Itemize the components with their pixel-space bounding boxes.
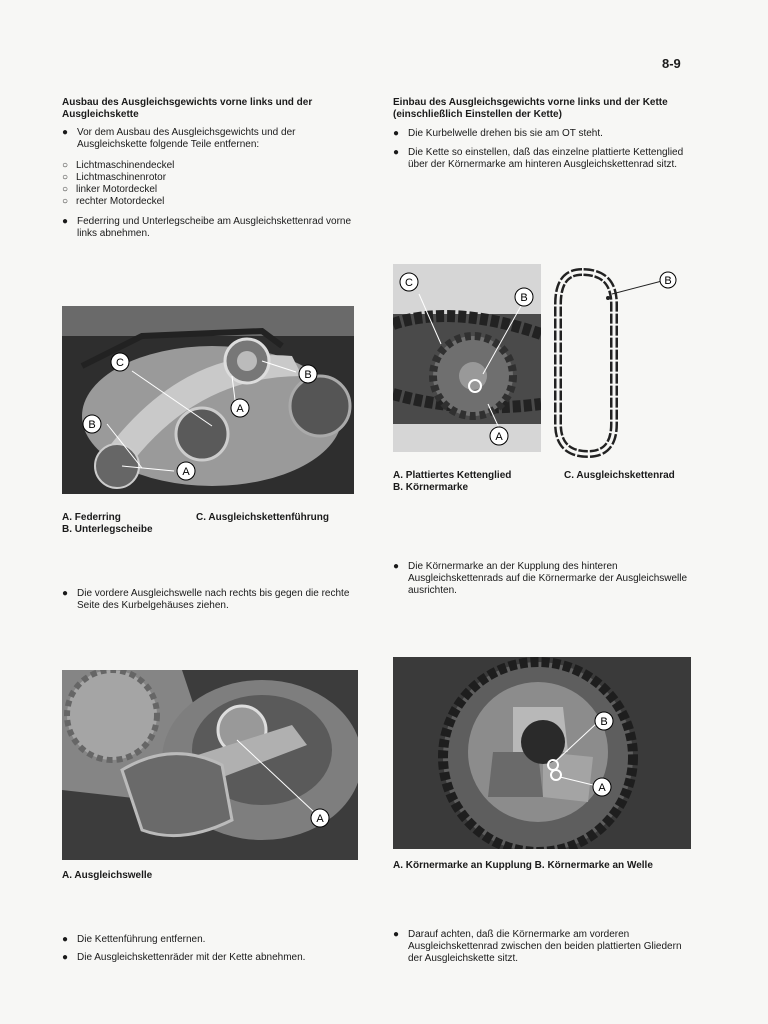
svg-text:C: C (405, 277, 413, 289)
parts-list-item (62, 172, 342, 184)
callout-a (490, 427, 508, 445)
callout-a (177, 462, 195, 480)
bullet-dot: ● (393, 561, 400, 572)
right-bullet-1 (393, 128, 693, 140)
bullet-dot: ● (62, 588, 69, 599)
parts-list-item-text: Lichtmaschinendeckel (76, 160, 175, 171)
left-bullet-5 (62, 952, 362, 964)
callout-b (299, 365, 317, 383)
left-bullet-4 (62, 934, 362, 946)
callout-c (400, 273, 418, 291)
bullet-dot: ● (62, 934, 69, 945)
left-bullet-5-text: Die Ausgleichskettenräder mit der Kette abnehmen. (77, 952, 306, 963)
bullet-dot: ● (393, 929, 400, 940)
svg-text:A: A (182, 466, 190, 478)
right-bullet-4 (393, 929, 693, 965)
bullet-dot: ● (62, 952, 69, 963)
circle-marker: ○ (62, 184, 69, 195)
callout-a (593, 778, 611, 796)
right-bullet-3-text: Die Körnermarke an der Kupplung des hinteren Ausgleichskettenrads auf die Körnermarke der Ausgleichswelle ausrichten. (408, 561, 688, 596)
fig1-caption-c: C. Ausgleichskettenführung (196, 512, 329, 523)
left-bullet-intro (62, 127, 362, 151)
figure-2-photo (62, 670, 358, 860)
parts-list-item (62, 184, 342, 196)
svg-text:A: A (495, 431, 503, 443)
fig1-caption-b: B. Unterlegscheibe (62, 524, 153, 535)
fig3-caption-c: C. Ausgleichskettenrad (564, 470, 675, 481)
left-heading: Ausbau des Ausgleichsgewichts vorne links und der Ausgleichskette (62, 97, 313, 120)
svg-text:A: A (316, 813, 324, 825)
svg-text:C: C (116, 357, 124, 369)
parts-list-item (62, 196, 342, 208)
page-number: 8-9 (662, 56, 681, 71)
figure-1-photo (62, 306, 354, 494)
svg-text:B: B (600, 716, 608, 728)
bullet-dot: ● (62, 216, 69, 227)
fig3-caption-a: A. Plattiertes Kettenglied (393, 470, 512, 481)
bullet-dot: ● (393, 128, 400, 139)
svg-text:B: B (520, 292, 528, 304)
left-bullet-3-text: Die vordere Ausgleichswelle nach rechts bis gegen die rechte Seite des Kurbelgehäuses ziehen. (77, 588, 350, 611)
fig4-caption: A. Körnermarke an Kupplung B. Körnermarke an Welle (393, 860, 653, 871)
callout-b (515, 288, 533, 306)
right-bullet-2-text: Die Kette so einstellen, daß das einzelne plattierte Kettenglied über der Körnermarke am hinteren Ausgleichskettenrad sitzt. (408, 147, 684, 170)
svg-text:A: A (236, 403, 244, 415)
bullet-dot: ● (393, 147, 400, 158)
left-bullet-4-text: Die Kettenführung entfernen. (77, 934, 206, 945)
callout-c (111, 353, 129, 371)
svg-text:A: A (598, 782, 606, 794)
right-bullet-1-text: Die Kurbelwelle drehen bis sie am OT steht. (408, 128, 603, 139)
fig1-caption-a: A. Federring (62, 512, 121, 523)
callout-b (660, 272, 676, 288)
circle-marker: ○ (62, 172, 69, 183)
right-bullet-3 (393, 561, 693, 597)
fig2-caption-a: A. Ausgleichswelle (62, 870, 153, 881)
circle-marker: ○ (62, 160, 69, 171)
figure-4-photo (393, 657, 691, 849)
left-bullet-2-text: Federring und Unterlegscheibe am Ausgleichskettenrad vorne links abnehmen. (77, 216, 352, 239)
parts-list-item (62, 160, 342, 172)
circle-marker: ○ (62, 196, 69, 207)
chain-diagram (552, 264, 684, 460)
left-bullet-2 (62, 216, 362, 240)
svg-text:B: B (88, 419, 96, 431)
callout-a (231, 399, 249, 417)
right-bullet-4-text: Darauf achten, daß die Körnermarke am vorderen Ausgleichskettenrad zwischen den beiden plattierten Gliedern der Ausgleichskette sitzt. (408, 929, 682, 964)
callout-b (595, 712, 613, 730)
parts-list-item-text: Lichtmaschinenrotor (76, 172, 167, 183)
bullet-dot: ● (62, 127, 69, 138)
right-bullet-2 (393, 147, 693, 171)
parts-list-item-text: rechter Motordeckel (76, 196, 165, 207)
svg-text:B: B (664, 275, 672, 287)
left-bullet-3 (62, 588, 362, 612)
svg-text:B: B (304, 369, 312, 381)
left-bullet-intro-text: Vor dem Ausbau des Ausgleichsgewichts und der Ausgleichskette folgende Teile entfernen: (77, 127, 296, 150)
callout-b (83, 415, 101, 433)
figure-3-photo (393, 264, 541, 452)
fig3-caption-b: B. Körnermarke (393, 482, 469, 493)
right-heading: Einbau des Ausgleichsgewichts vorne links und der Kette (einschließlich Einstellen der Kette) (393, 97, 668, 120)
parts-list-item-text: linker Motordeckel (76, 184, 158, 195)
callout-a (311, 809, 329, 827)
